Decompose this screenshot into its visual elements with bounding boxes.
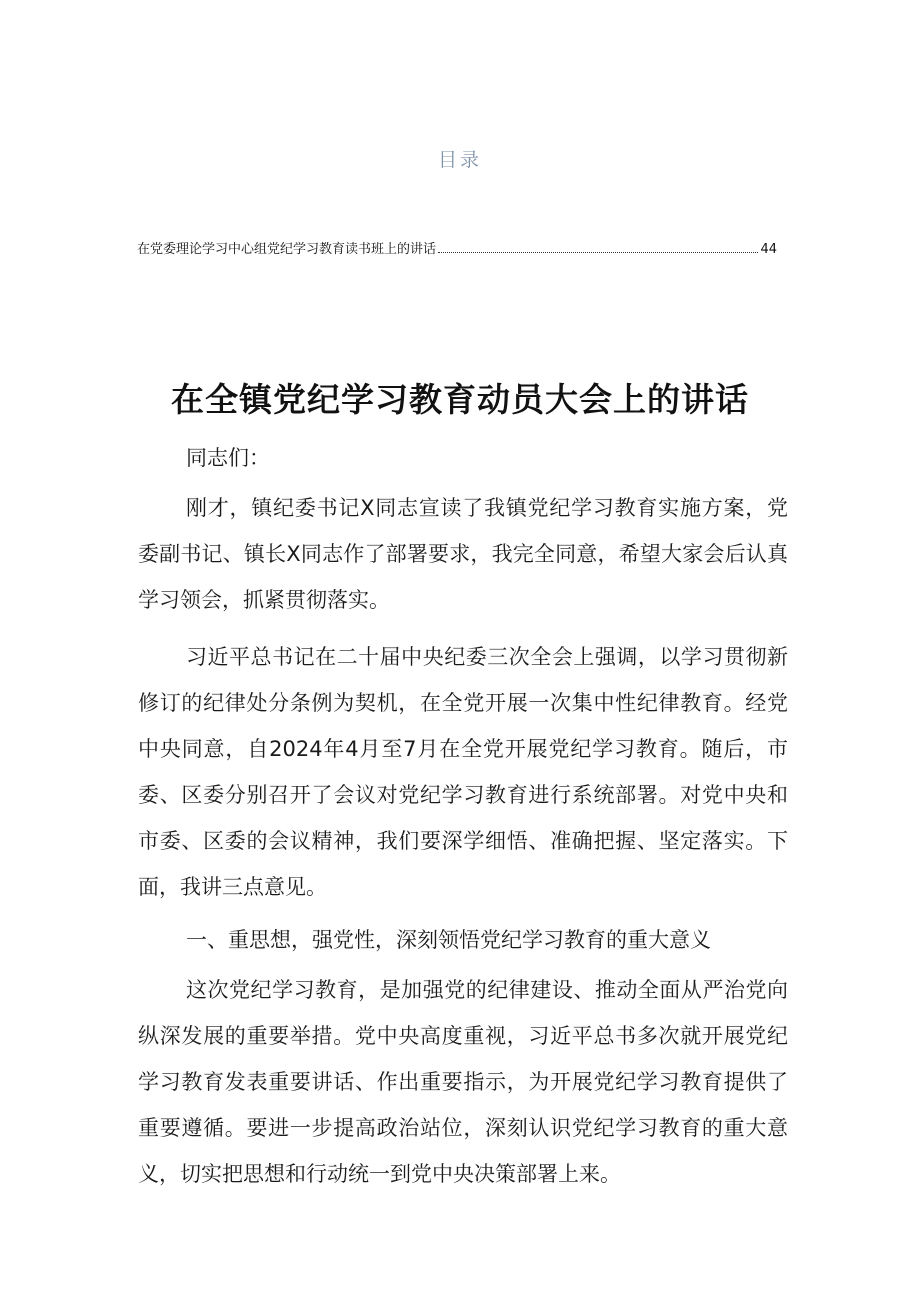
salutation: 同志们： xyxy=(186,446,270,470)
toc-dot-leader xyxy=(438,251,758,253)
toc-entry[interactable] xyxy=(137,238,777,257)
toc-entry-title: 在党委理论学习中心组党纪学习教育读书班上的讲话 xyxy=(137,242,437,257)
body-paragraph: 刚才，镇纪委书记X同志宣读了我镇党纪学习教育实施方案，党委副书记、镇长X同志作了部署要求，我完全同意，希望大家会后认真学习领会，抓紧贯彻落实。 xyxy=(138,496,788,612)
body-paragraph: 习近平总书记在二十届中央纪委三次全会上强调，以学习贯彻新修订的纪律处分条例为契机，在全党开展一次集中性纪律教育。经党中央同意，自2024年4月至7月在全党开展党纪学习教育。随后，市委、区委分别召开了会议对党纪学习教育进行系统部署。对党中央和市委、区委的会议精神，我们要深学细悟、准确把握、坚定落实。下面，我讲三点意见。 xyxy=(138,645,788,899)
section-heading: 一、重思想，强党性，深刻领悟党纪学习教育的重大意义 xyxy=(186,928,711,952)
toc-entry-page-number: 44 xyxy=(760,242,777,257)
body-paragraph: 这次党纪学习教育，是加强党的纪律建设、推动全面从严治党向纵深发展的重要举措。党中央高度重视，习近平总书多次就开展党纪学习教育发表重要讲话、作出重要指示，为开展党纪学习教育提供了重要遵循。要进一步提高政治站位，深刻认识党纪学习教育的重大意义，切实把思想和行动统一到党中央决策部署上来。 xyxy=(138,978,788,1186)
toc-heading: 目录 xyxy=(437,149,482,171)
document-title: 在全镇党纪学习教育动员大会上的讲话 xyxy=(171,380,749,420)
